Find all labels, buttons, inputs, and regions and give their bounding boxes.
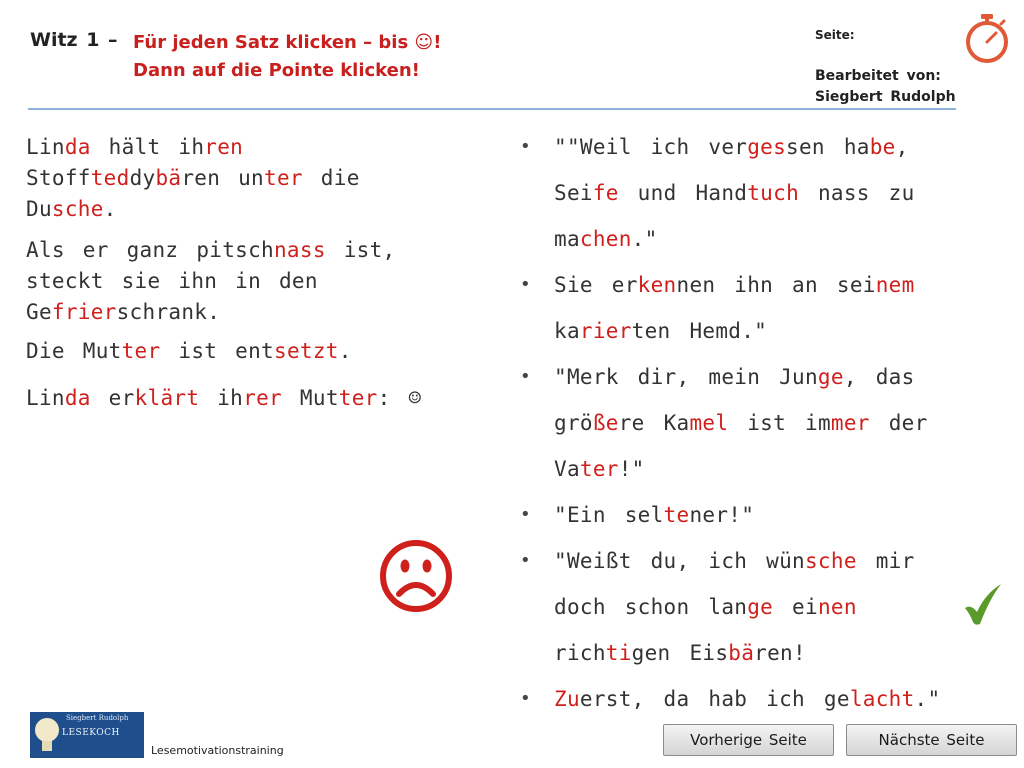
text-segment: Sie er (554, 273, 638, 297)
punchline-option-text (554, 135, 915, 251)
text-segment: ner!" (689, 503, 755, 527)
text-segment: : ☺ (377, 386, 422, 410)
text-segment: ." (914, 687, 941, 711)
highlighted-syllable: sche (51, 197, 104, 221)
page-label: Seite: (815, 28, 855, 42)
highlighted-syllable: chen (579, 227, 632, 251)
footer-label: Lesemotivationstraining (151, 744, 284, 757)
punchline-option[interactable] (516, 262, 976, 354)
text-segment: schrank. (116, 300, 221, 324)
text-segment: ist im (728, 411, 831, 435)
punchline-option-text (554, 503, 754, 527)
highlighted-syllable: fe (592, 181, 619, 205)
text-segment: ren un (181, 166, 265, 190)
header-divider (28, 108, 956, 110)
punchline-option[interactable] (516, 124, 976, 262)
story-sentence-3[interactable] (26, 336, 446, 367)
text-segment: ist ent (160, 339, 274, 363)
punchline-option[interactable] (516, 538, 976, 676)
text-segment: die Du (26, 166, 360, 221)
text-segment: "Merk dir, mein Jun (554, 365, 818, 389)
highlighted-syllable: da (64, 135, 91, 159)
text-segment: !" (618, 457, 645, 481)
edited-by-block (815, 66, 956, 108)
bullet-icon: • (520, 136, 531, 157)
text-segment: Stoff (26, 166, 91, 190)
text-segment: er (90, 386, 135, 410)
text-segment: mir doch schon lan (554, 549, 915, 619)
text-segment: und Hand (618, 181, 748, 205)
highlighted-syllable: ge (747, 595, 774, 619)
highlighted-syllable: nem (875, 273, 915, 297)
punchline-option[interactable] (516, 676, 976, 722)
punchline-option-text (554, 687, 940, 711)
text-segment: Die Mut (26, 339, 122, 363)
punchline-options (516, 124, 976, 722)
text-segment: der Va (554, 411, 928, 481)
text-segment: nass zu ma (554, 181, 915, 251)
stopwatch-icon[interactable] (962, 12, 1012, 64)
highlighted-syllable: nen (817, 595, 857, 619)
text-segment: . (338, 339, 352, 363)
highlighted-syllable: be (869, 135, 896, 159)
joke-title: Witz 1 – (30, 29, 118, 51)
next-page-button[interactable]: Nächste Seite (846, 724, 1017, 756)
highlighted-syllable: klärt (134, 386, 200, 410)
highlighted-syllable: Zu (554, 687, 580, 711)
text-segment: , das grö (554, 365, 915, 435)
highlighted-syllable: rier (579, 319, 632, 343)
story-sentence-4[interactable] (26, 383, 446, 414)
text-segment: ." (631, 227, 658, 251)
highlighted-syllable: ted (90, 166, 130, 190)
text-segment: ren! (754, 641, 806, 665)
highlighted-syllable: tuch (747, 181, 800, 205)
text-segment: nen ihn an sei (676, 273, 876, 297)
text-segment: gen Eis (631, 641, 729, 665)
text-segment: ten Hemd." (631, 319, 768, 343)
highlighted-syllable: ge (817, 365, 844, 389)
author-name: Siegbert Rudolph (815, 89, 956, 105)
bullet-icon: • (520, 366, 531, 387)
punchline-option-text (554, 549, 915, 665)
highlighted-syllable: frier (51, 300, 117, 324)
highlighted-syllable: ken (637, 273, 677, 297)
text-segment: hält ih (90, 135, 205, 159)
bullet-icon: • (520, 550, 531, 571)
punchline-option[interactable] (516, 492, 976, 538)
text-segment: erst, da hab ich ge (579, 687, 850, 711)
highlighted-syllable: ße (592, 411, 619, 435)
text-segment: Als er ganz pitsch (26, 238, 274, 262)
highlighted-syllable: ges (747, 135, 787, 159)
highlighted-syllable: bä (728, 641, 755, 665)
previous-page-button[interactable]: Vorherige Seite (663, 724, 834, 756)
text-segment: , Sei (554, 135, 909, 205)
highlighted-syllable: ren (204, 135, 244, 159)
text-segment: dy (129, 166, 156, 190)
highlighted-syllable: setzt (274, 339, 339, 363)
highlighted-syllable: ti (605, 641, 632, 665)
text-segment: . (103, 197, 117, 221)
highlighted-syllable: ter (121, 339, 161, 363)
instruction-text (133, 29, 441, 85)
highlighted-syllable: lacht (849, 687, 915, 711)
logo-author: Siegbert Rudolph (66, 714, 129, 722)
instruction-line-2: Dann auf die Pointe klicken! (133, 60, 420, 81)
story-sentence-1[interactable] (26, 132, 446, 225)
text-segment: sen ha (786, 135, 870, 159)
highlighted-syllable: bä (155, 166, 182, 190)
text-segment: Lin (26, 135, 65, 159)
text-segment: ih (199, 386, 244, 410)
logo-brand: LESEKOCH (62, 728, 120, 738)
highlighted-syllable: ter (338, 386, 378, 410)
text-segment: ist, steckt sie ihn in den Ge (26, 238, 396, 324)
text-segment: rich (554, 641, 606, 665)
punchline-option-text (554, 365, 928, 481)
sad-face-icon[interactable] (376, 536, 456, 616)
text-segment: "Ein sel (554, 503, 664, 527)
bullet-icon: • (520, 504, 531, 525)
text-segment: ka (554, 319, 580, 343)
highlighted-syllable: mer (830, 411, 870, 435)
text-segment: "Weißt du, ich wün (554, 549, 805, 573)
bullet-icon: • (520, 274, 531, 295)
punchline-option[interactable] (516, 354, 976, 492)
punchline-option-text (554, 273, 915, 343)
text-segment: re Ka (618, 411, 690, 435)
story-sentence-2[interactable] (26, 235, 446, 328)
bullet-icon: • (520, 688, 531, 709)
highlighted-syllable: te (663, 503, 690, 527)
highlighted-syllable: ter (579, 457, 619, 481)
highlighted-syllable: sche (804, 549, 857, 573)
edited-by-label: Bearbeitet von: (815, 68, 941, 84)
checkmark-icon[interactable] (963, 582, 1003, 628)
highlighted-syllable: mel (689, 411, 729, 435)
text-segment: Mut (281, 386, 339, 410)
highlighted-syllable: ter (264, 166, 303, 190)
highlighted-syllable: nass (273, 238, 326, 262)
highlighted-syllable: rer (243, 386, 282, 410)
text-segment: ""Weil ich ver (554, 135, 748, 159)
highlighted-syllable: da (64, 386, 91, 410)
text-segment: ei (773, 595, 818, 619)
text-segment: Lin (26, 386, 65, 410)
instruction-line-1: Für jeden Satz klicken – bis ☺! (133, 32, 442, 53)
